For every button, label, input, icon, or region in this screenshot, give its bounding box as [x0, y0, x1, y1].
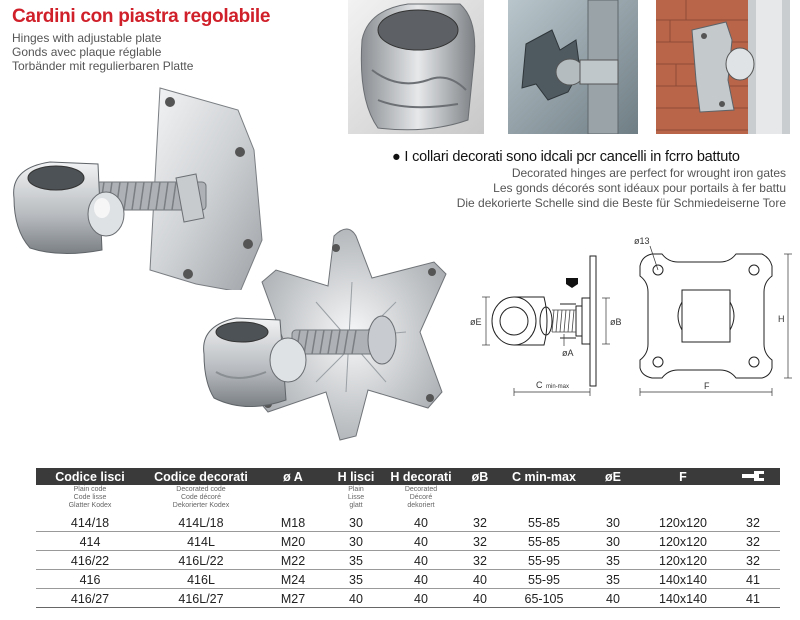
wrench-icon: [566, 278, 578, 288]
table-row: 414 414L M20 30 40 32 55-85 30 120x120 32: [36, 532, 780, 551]
subtitle-en: Hinges with adjustable plate: [12, 31, 162, 45]
spec-table: [36, 468, 780, 608]
diagram-plate-view: [628, 228, 796, 404]
subheader-decorated: Decorated code Code décoré Dekorierter Kodex: [172, 486, 230, 509]
page-title: Cardini con piastra regolabile: [12, 6, 271, 27]
label-hole: ø13: [634, 236, 650, 246]
wrench-icon: [742, 471, 764, 481]
subheader-row: [36, 485, 780, 513]
bullet-icon: ●: [392, 149, 401, 165]
header-row: [36, 468, 780, 485]
subtitle-fr: Gonds avec plaque réglable: [12, 45, 162, 59]
table-row: 414/18 414L/18 M18 30 40 32 55-85 30 120x120 32: [36, 513, 780, 532]
col-wrench: [726, 468, 780, 485]
note-main: ● I collari decorati sono idcali pcr cancelli in fcrro battuto: [392, 149, 740, 165]
table-row: 416 416L M24 35 40 40 55-95 35 140x140 41: [36, 570, 780, 589]
col-b: øB: [458, 468, 502, 485]
photo-decorated-collar: [348, 0, 484, 134]
note-fr: Les gonds décorés sont idéaux pour portails à fer battu: [493, 181, 786, 195]
subheader-plain: Plain code Code lisse Glatter Kodex: [68, 486, 112, 509]
label-b: øB: [610, 317, 622, 327]
table-row: 416/27 416L/27 M27 40 40 40 65-105 40 140x140 41: [36, 589, 780, 608]
note-de: Die dekorierte Schelle sind die Beste für Schmiedeiserne Tore: [456, 196, 786, 210]
col-plain-code: Codice lisci: [36, 468, 144, 485]
subtitle-de: Torbänder mit regulierbaren Platte: [12, 59, 194, 73]
col-h-decorated: H decorati: [384, 468, 458, 485]
col-h-plain: H lisci: [328, 468, 384, 485]
subheader-h-plain: Plain Lisse glatt: [347, 486, 365, 509]
col-decorated-code: Codice decorati: [144, 468, 258, 485]
label-h: H: [778, 314, 785, 324]
photo-hinge-on-gate: [508, 0, 638, 134]
label-a: øA: [562, 348, 574, 358]
subheader-h-decorated: Decorated Décoré dekoriert: [404, 486, 438, 509]
photo-hinge-on-brick-wall: [656, 0, 790, 134]
diagram-side-view: [460, 226, 628, 406]
col-f: F: [640, 468, 726, 485]
label-c: C: [536, 380, 543, 390]
col-a: ø A: [258, 468, 328, 485]
label-e: øE: [470, 317, 482, 327]
col-e: øE: [586, 468, 640, 485]
product-decorated-hinge: [196, 222, 456, 454]
label-f: F: [704, 381, 710, 391]
label-c-sub: min-max: [546, 384, 570, 390]
col-c: C min-max: [502, 468, 586, 485]
table-row: 416/22 416L/22 M22 35 40 32 55-95 35 120x120 32: [36, 551, 780, 570]
note-en: Decorated hinges are perfect for wrought iron gates: [511, 166, 786, 180]
